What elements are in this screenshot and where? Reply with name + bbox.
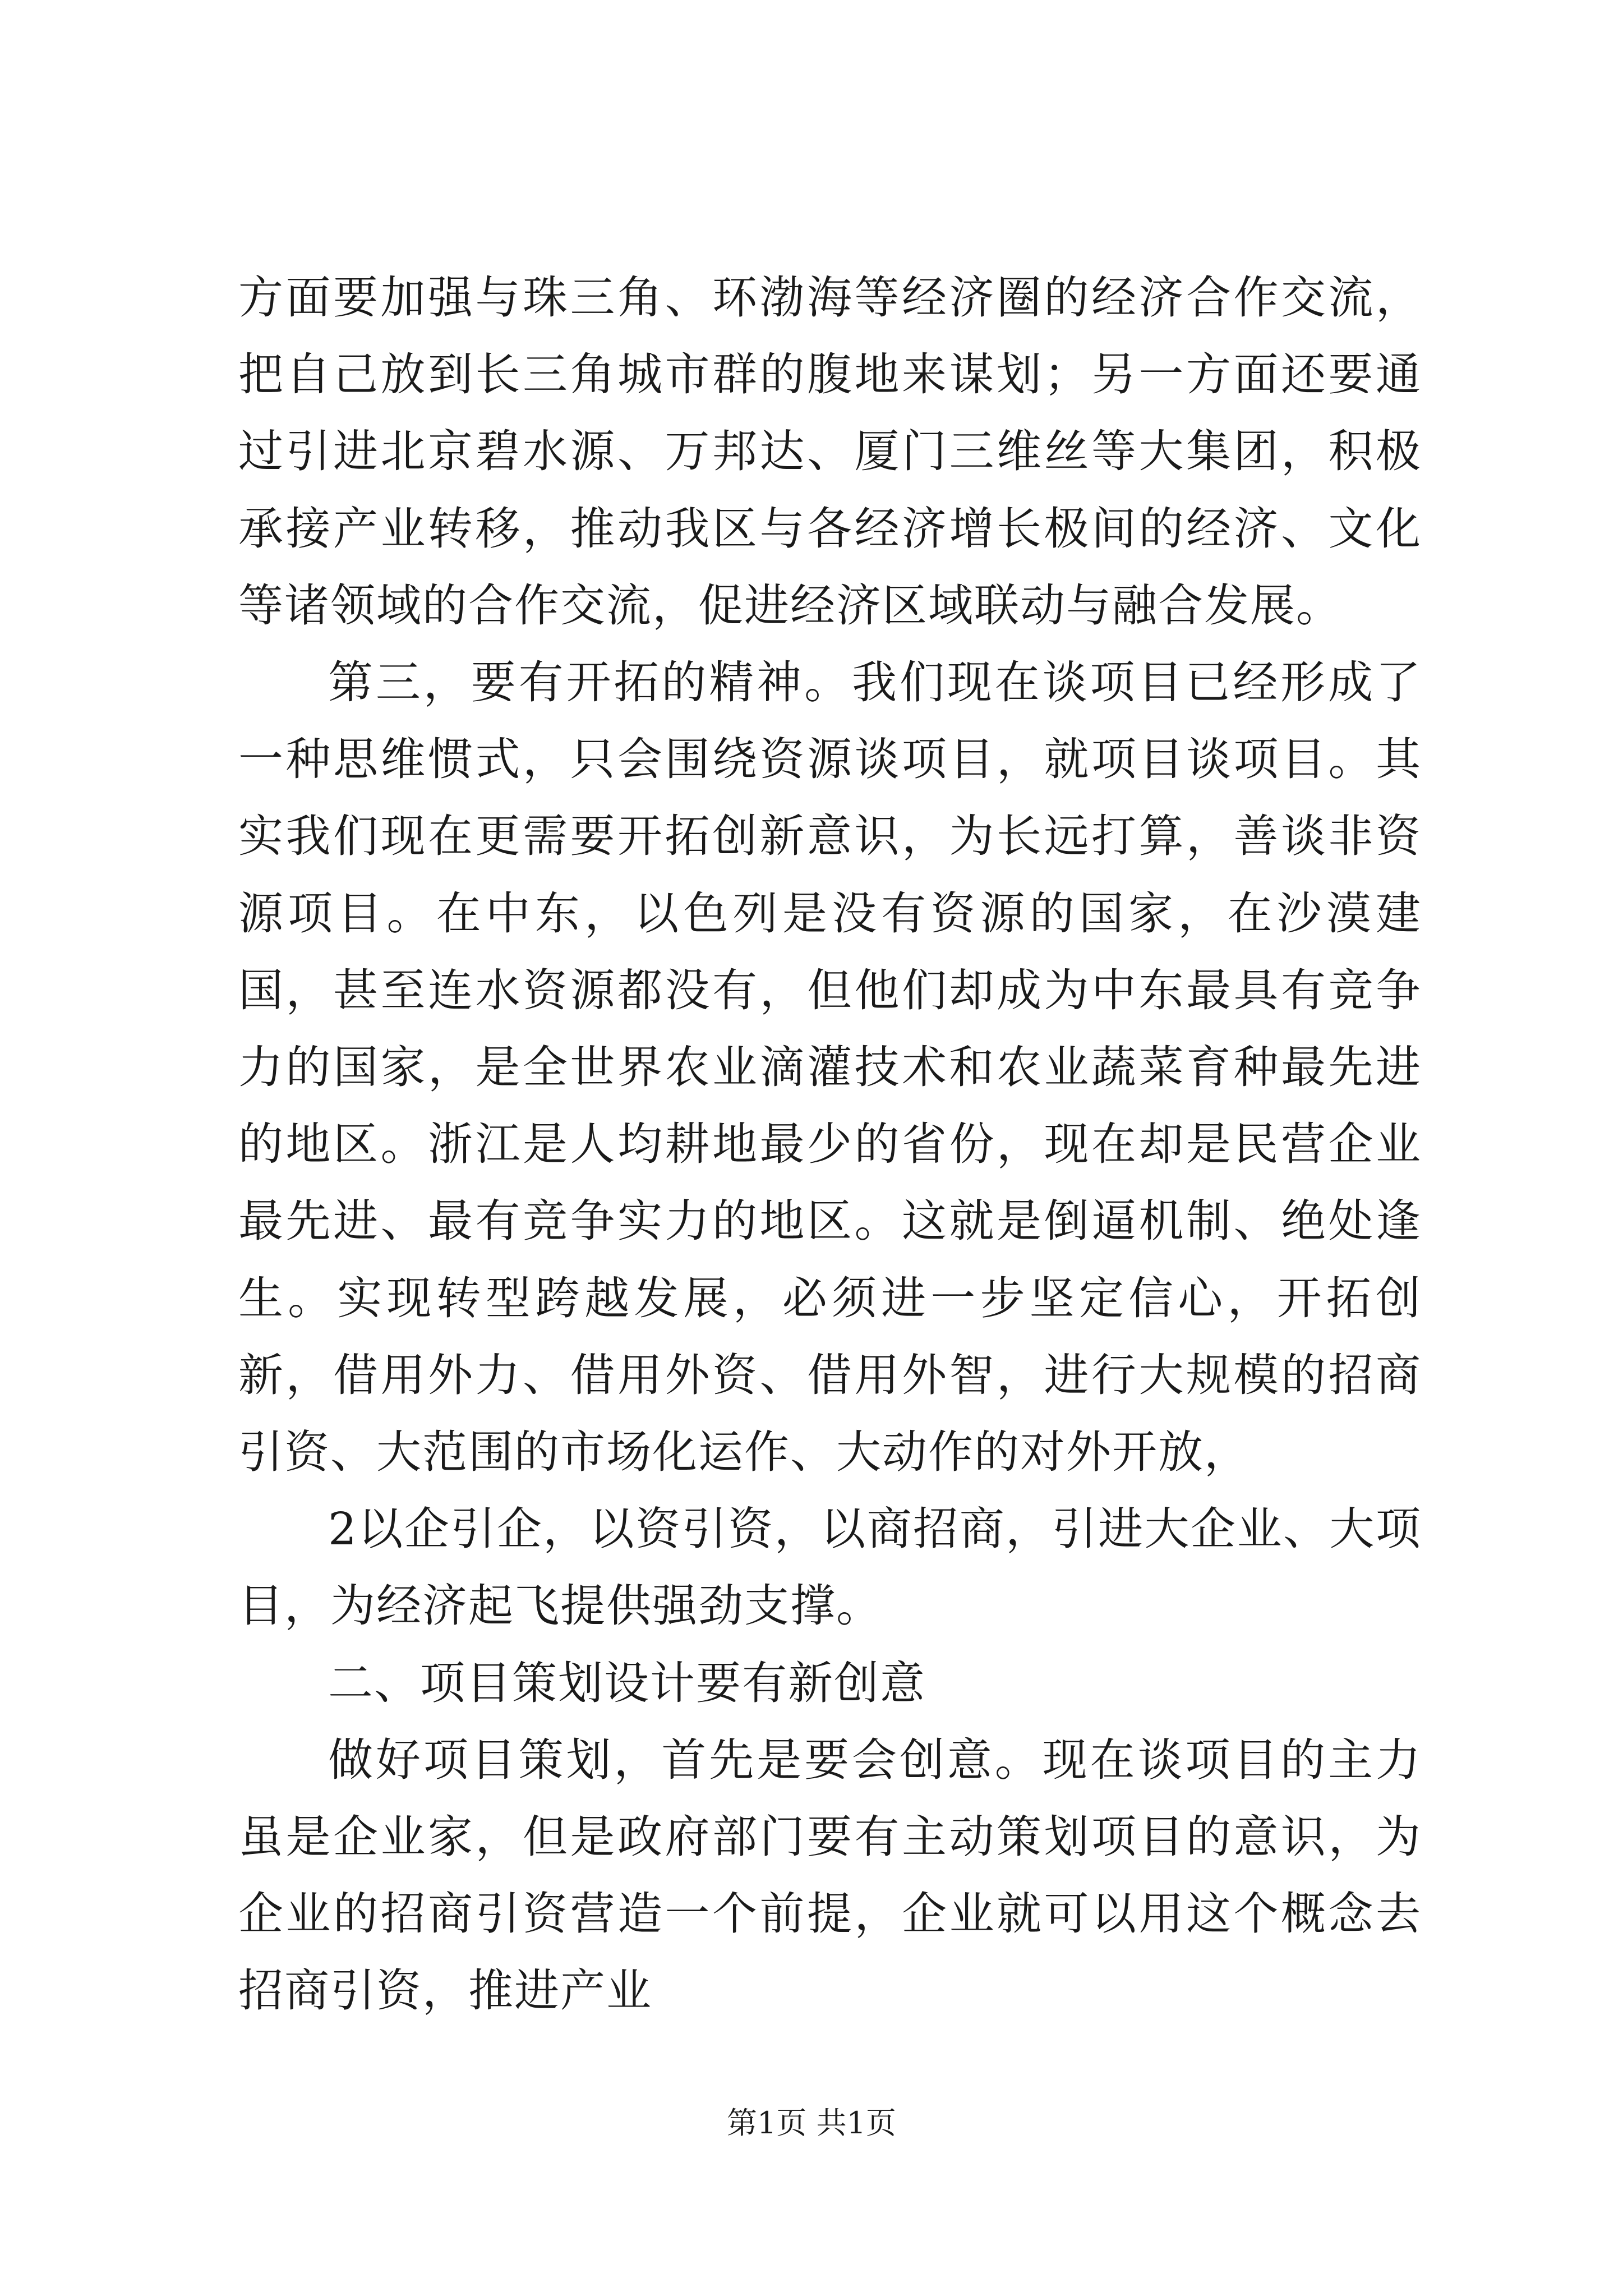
page-footer: 第1页 共1页 — [727, 2105, 896, 2141]
paragraph-third-point: 第三，要有开拓的精神。我们现在谈项目已经形成了一种思维惯式，只会围绕资源谈项目，就项目谈项目。其实我们现在更需要开拓创新意识，为长远打算，善谈非资源项目。在中东，以色列是没有资源的国家，在沙漠建国，甚至连水资源都没有，但他们却成为中东最具有竞争力的国家，是全世界农业滴灌技术和农业蔬菜育种最先进的地区。浙江是人均耕地最少的省份，现在却是民营企业最先进、最有竞争实力的地区。这就是倒逼机制、绝处逢生。实现转型跨越发展，必须进一步坚定信心，开拓创新，借用外力、借用外资、借用外智，进行大规模的招商引资、大范围的市场化运作、大动作的对外开放， — [238, 656, 1422, 1479]
paragraph-numbered-2: 2以企引企，以资引资，以商招商，引进大企业、大项目，为经济起飞提供强劲支撑。 — [238, 1503, 1422, 1632]
paragraph-continuation: 方面要加强与珠三角、环渤海等经济圈的经济合作交流，把自己放到长三角城市群的腹地来谋划；另一方面还要通过引进北京碧水源、万邦达、厦门三维丝等大集团，积极承接产业转移，推动我区与各经济增长极间的经济、文化等诸领域的合作交流，促进经济区域联动与融合发展。 — [238, 272, 1422, 632]
paragraph-project-planning: 做好项目策划，首先是要会创意。现在谈项目的主力虽是企业家，但是政府部门要有主动策划项目的意识，为企业的招商引资营造一个前提，企业就可以用这个概念去招商引资，推进产业 — [238, 1733, 1422, 2017]
section-heading-2: 二、项目策划设计要有新创意 — [328, 1657, 926, 1709]
document-body — [238, 259, 1422, 2030]
